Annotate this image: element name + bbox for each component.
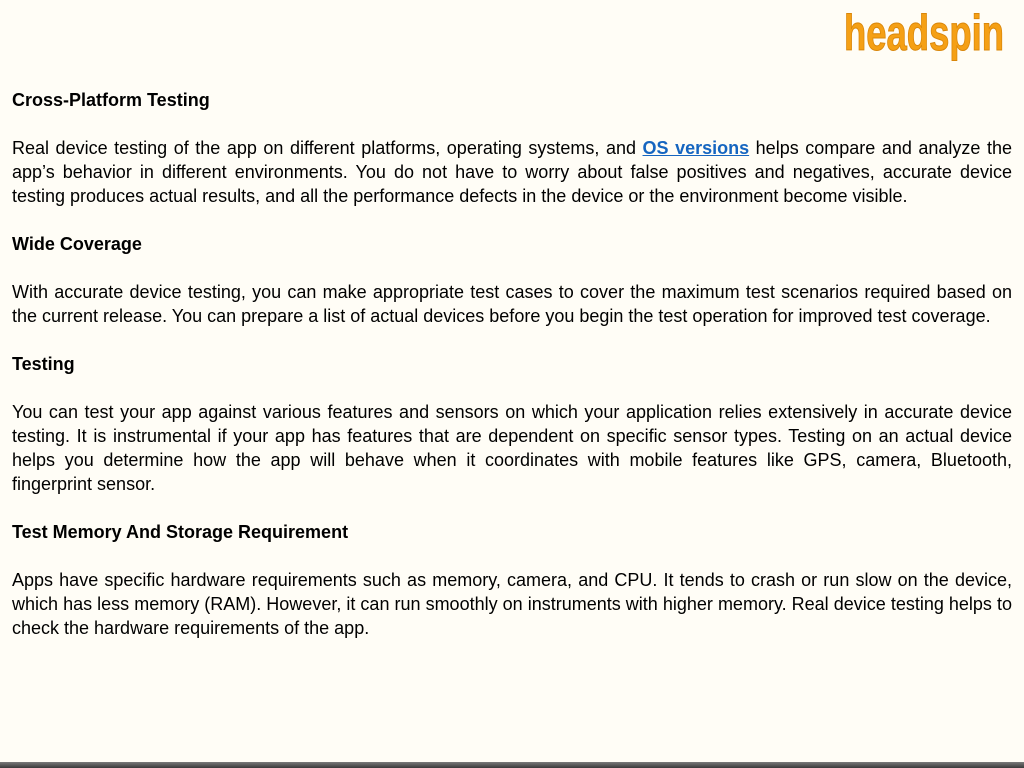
os-versions-link[interactable]: OS versions bbox=[642, 138, 750, 158]
section-heading-cross-platform: Cross-Platform Testing bbox=[12, 90, 210, 110]
section-heading-testing: Testing bbox=[12, 354, 75, 374]
logo-text: headspin bbox=[844, 5, 1004, 61]
headspin-logo bbox=[840, 4, 1010, 74]
section-paragraph-wide-coverage: With accurate device testing, you can make appropriate test cases to cover the maximum test scenarios required based on the current release. You can prepare a list of actual devices before you begin the test operation for improved test coverage. bbox=[12, 282, 1012, 326]
document-body bbox=[12, 88, 1012, 664]
bottom-border-bar bbox=[0, 762, 1024, 768]
section-paragraph-memory-storage: Apps have specific hardware requirements such as memory, camera, and CPU. It tends to crash or run slow on the device, which has less memory (RAM). However, it can run smoothly on instruments with higher memory. Real device testing helps to check the hardware requirements of the app. bbox=[12, 570, 1012, 638]
section-heading-memory-storage: Test Memory And Storage Requirement bbox=[12, 522, 349, 542]
paragraph-text-before-link: Real device testing of the app on different platforms, operating systems, and bbox=[12, 138, 643, 158]
section-paragraph-cross-platform bbox=[12, 136, 1012, 208]
section-paragraph-testing: You can test your app against various features and sensors on which your application relies extensively in accurate device testing. It is instrumental if your app has features that are dependent on specific sensor types. Testing on an actual device helps you determine how the app will behave when it coordinates with mobile features like GPS, camera, Bluetooth, fingerprint sensor. bbox=[12, 402, 1012, 494]
section-heading-wide-coverage: Wide Coverage bbox=[12, 234, 142, 254]
paragraph-text-after-link: helps compare and analyze the app’s behavior in different environments. You do not have to worry about false positives and negatives, accurate device testing produces actual results, and all the performance defects in the device or the environment become visible. bbox=[12, 138, 1012, 206]
